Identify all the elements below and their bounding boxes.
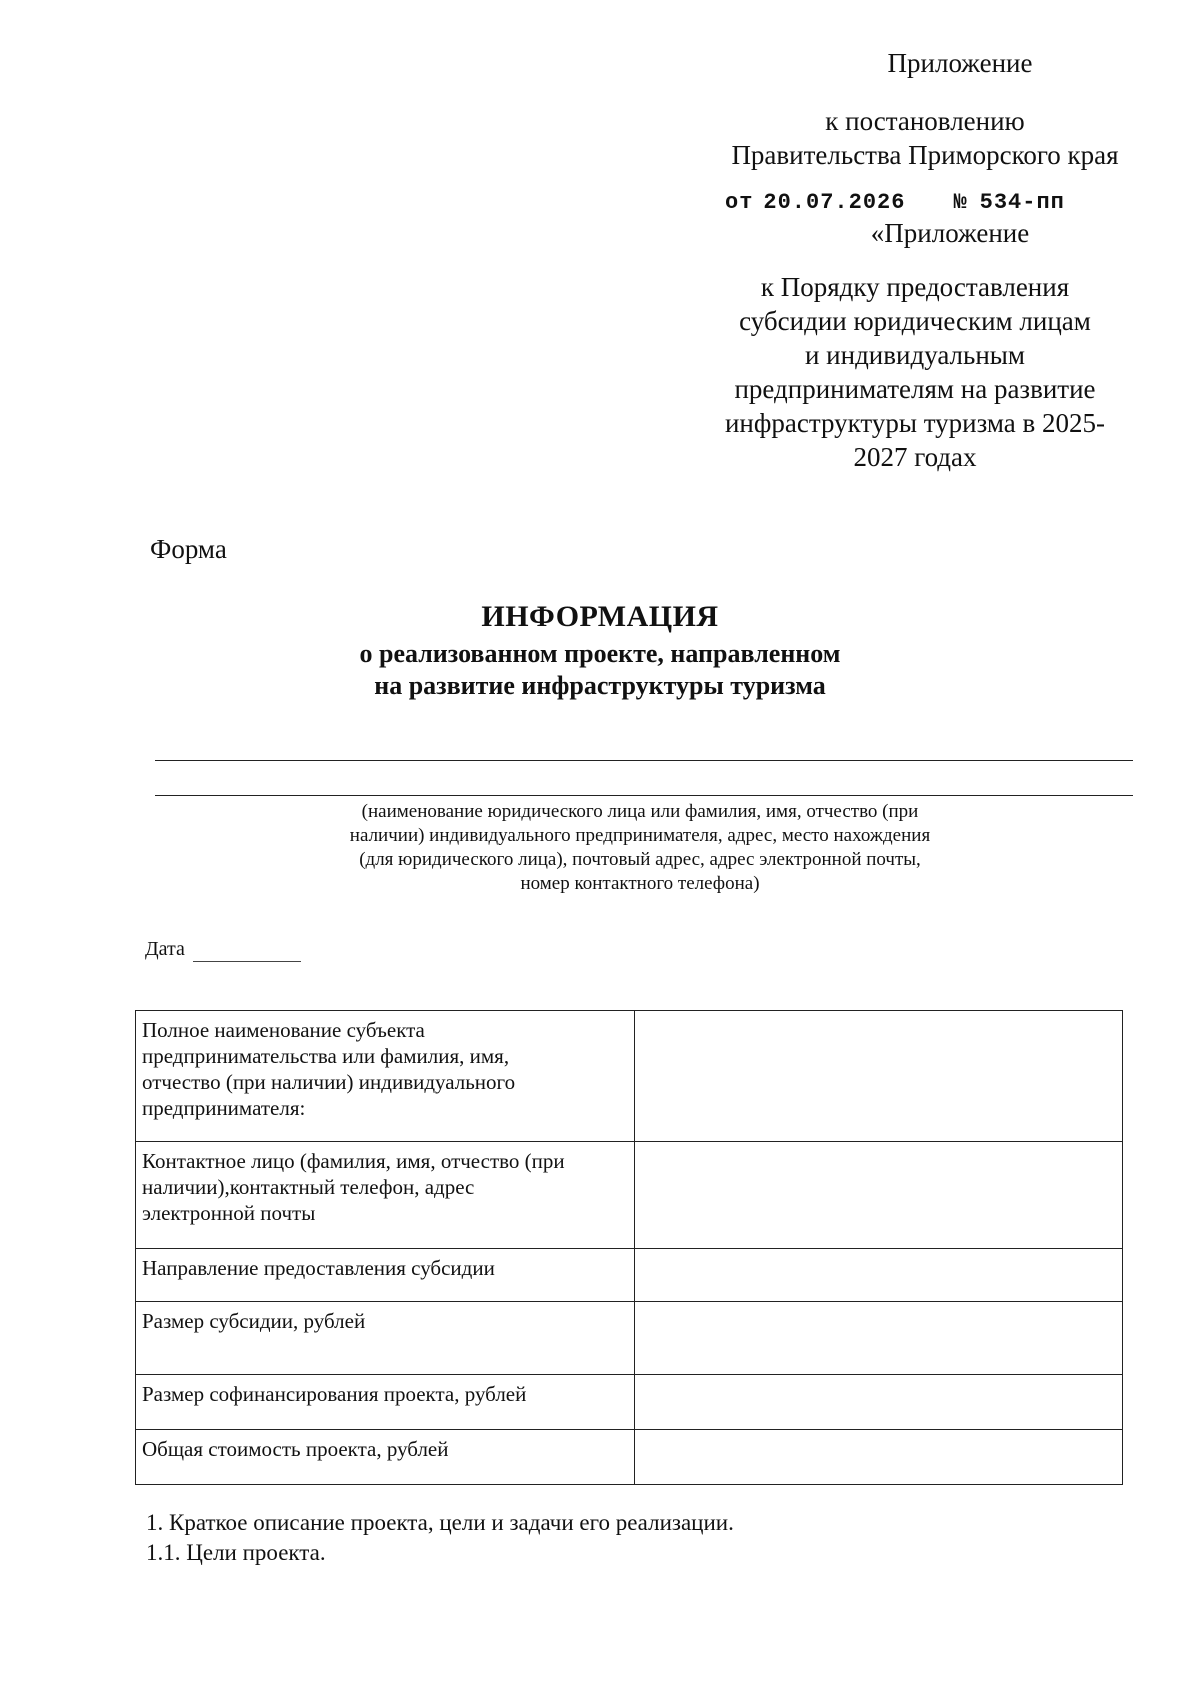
form-label: Форма <box>150 534 227 564</box>
label-line: предпринимательства или фамилия, имя, <box>142 1044 510 1068</box>
table-row <box>136 1249 1123 1302</box>
date-label: Дата <box>145 938 185 960</box>
table-row <box>136 1302 1123 1375</box>
project-description-section <box>146 1508 734 1568</box>
table-row-value[interactable] <box>635 1142 1123 1249</box>
procedure-line: 2027 годах <box>853 442 977 472</box>
caption-line: номер контактного телефона) <box>520 873 760 894</box>
label-line: наличии),контактный телефон, адрес <box>142 1175 475 1199</box>
table-row <box>136 1375 1123 1430</box>
procedure-reference <box>705 270 1125 474</box>
label-line: Размер субсидии, рублей <box>142 1309 366 1333</box>
stamp-from: от <box>725 190 754 215</box>
quoted-appendix-heading: «Приложение <box>870 218 1030 248</box>
table-row <box>136 1011 1123 1142</box>
table-row <box>136 1430 1123 1485</box>
procedure-line: субсидии юридическим лицам <box>739 306 1091 336</box>
section-item-1-1: 1.1. Цели проекта. <box>146 1540 326 1565</box>
applicant-fill-line-2[interactable] <box>155 795 1133 796</box>
subtitle-line-2: на развитие инфраструктуры туризма <box>374 671 826 700</box>
table-row-label <box>136 1430 635 1485</box>
table-row-value[interactable] <box>635 1430 1123 1485</box>
table-row-value[interactable] <box>635 1375 1123 1430</box>
procedure-line: инфраструктуры туризма в 2025- <box>724 408 1106 438</box>
label-line: Общая стоимость проекта, рублей <box>142 1437 449 1461</box>
appendix-heading: Приложение <box>887 48 1033 78</box>
table-row-value[interactable] <box>635 1302 1123 1375</box>
applicant-fill-line-1[interactable] <box>155 760 1133 761</box>
table-row <box>136 1142 1123 1249</box>
table-row-label <box>136 1302 635 1375</box>
procedure-line: предпринимателям на развитие <box>734 374 1096 404</box>
caption-line: (для юридического лица), почтовый адрес, адрес электронной почты, <box>359 849 921 870</box>
stamp-date: 20.07.2026 <box>763 190 906 215</box>
label-line: Размер софинансирования проекта, рублей <box>142 1382 527 1406</box>
decree-reference-line-2: Правительства Приморского края <box>731 140 1119 170</box>
date-fill-line[interactable] <box>193 938 301 962</box>
table-row-label <box>136 1375 635 1430</box>
stamp-number: 534-пп <box>979 190 1065 215</box>
procedure-line: и индивидуальным <box>804 340 1026 370</box>
table-row-value[interactable] <box>635 1011 1123 1142</box>
label-line: отчество (при наличии) индивидуального <box>142 1070 516 1094</box>
table-row-label <box>136 1011 635 1142</box>
procedure-line: к Порядку предоставления <box>760 272 1070 302</box>
table-row-label <box>136 1249 635 1302</box>
caption-line: (наименование юридического лица или фамилия, имя, отчество (при <box>361 801 919 822</box>
label-line: предпринимателя: <box>142 1096 306 1120</box>
table-row-label <box>136 1142 635 1249</box>
label-line: Направление предоставления субсидии <box>142 1256 495 1280</box>
table-row-value[interactable] <box>635 1249 1123 1302</box>
document-title: ИНФОРМАЦИЯ <box>481 600 719 633</box>
project-info-table <box>135 1010 1123 1485</box>
applicant-caption <box>310 800 970 896</box>
decree-reference-line-1: к постановлению <box>825 106 1025 136</box>
caption-line: наличии) индивидуального предпринимателя, адрес, место нахождения <box>349 825 931 846</box>
document-subtitle <box>150 638 1050 702</box>
section-item-1: 1. Краткое описание проекта, цели и задачи его реализации. <box>146 1510 734 1535</box>
decree-reference <box>690 104 1160 172</box>
registration-stamp <box>725 190 1065 215</box>
label-line: электронной почты <box>142 1201 316 1225</box>
stamp-number-label: № <box>953 190 968 215</box>
label-line: Контактное лицо (фамилия, имя, отчество (при <box>142 1149 565 1173</box>
subtitle-line-1: о реализованном проекте, направленном <box>359 639 841 668</box>
label-line: Полное наименование субъекта <box>142 1018 425 1042</box>
date-row <box>145 938 301 962</box>
